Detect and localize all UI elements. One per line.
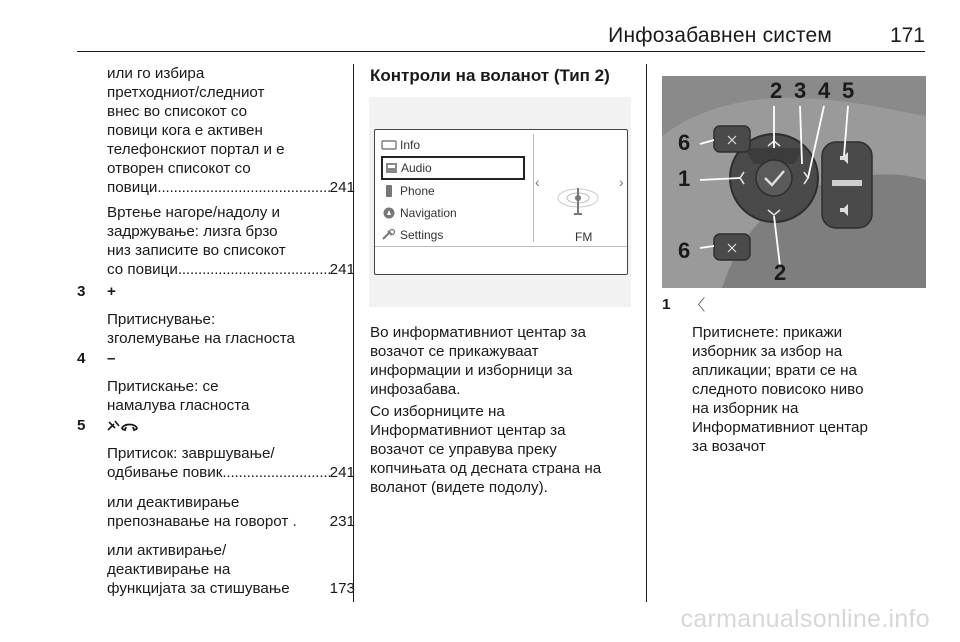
page-header-title: Инфозабавнен систем <box>608 24 832 47</box>
item1-symbol: 〈 <box>690 297 706 314</box>
item5-desc3-last: функцијата за стишување <box>107 580 290 597</box>
intro-page: 241 <box>329 179 355 196</box>
scroll-last-text: со повици <box>107 261 178 278</box>
item1-desc-line: Информативниот центар <box>692 419 868 436</box>
item1-desc-line: следното повисоко ниво <box>692 381 864 398</box>
item5-desc3-page-ref <box>107 579 355 598</box>
display-bottom-line <box>375 246 627 247</box>
middle-para2-line: Информативниот центар за <box>370 422 566 439</box>
item4-desc-line: намалува гласноста <box>107 397 250 414</box>
item3-desc-line: Притиснување: <box>107 311 216 328</box>
menu-item-audio: Audio <box>381 156 525 180</box>
display-screen <box>374 129 628 275</box>
menu-item-navigation: Navigation <box>378 202 530 224</box>
item4-symbol: – <box>107 350 116 367</box>
radio-source-icon <box>555 184 601 220</box>
callout-6-bottom: 6 <box>678 238 691 263</box>
scroll-line: низ записите во списокот <box>107 242 286 259</box>
mute-voice-end-call-icon <box>106 418 142 434</box>
item1-desc-line: изборник за избор на <box>692 343 843 360</box>
item3-number: 3 <box>77 283 86 300</box>
item1-desc-line: на изборник на <box>692 400 799 417</box>
item5-desc2-last: препознавање на говорот . <box>107 513 297 530</box>
intro-line: внес во списокот со <box>107 103 248 120</box>
item1-number: 1 <box>662 296 671 313</box>
callout-1: 1 <box>678 166 691 191</box>
scroll-line: задржување: лизга брзо <box>107 223 278 240</box>
column-divider-right <box>646 64 647 602</box>
item3-symbol: + <box>107 283 116 300</box>
chevron-left-icon: ‹ <box>535 174 540 190</box>
item5-desc3-page: 173 <box>329 580 355 597</box>
scroll-page: 241 <box>329 261 355 278</box>
display-menu <box>378 134 530 246</box>
middle-para1-line: возачот се прикажуваат <box>370 343 539 360</box>
item4-desc-line: Притискање: се <box>107 378 219 395</box>
intro-line: телефонскиот портал и е <box>107 141 285 158</box>
middle-para2-line: воланот (видете подолу). <box>370 479 548 496</box>
phone-icon <box>378 184 400 198</box>
item5-desc2-page: 231 <box>329 513 355 530</box>
watermark-text: carmanualsonline.info <box>680 605 930 633</box>
section-title: Контроли на воланот (Тип 2) <box>370 66 610 85</box>
intro-line: отворен списокот со <box>107 160 251 177</box>
callout-3: 3 <box>794 78 807 103</box>
chevron-right-icon: › <box>619 174 624 190</box>
middle-para1-line: инфозабава. <box>370 381 461 398</box>
item5-desc2-line: или деактивирање <box>107 494 240 511</box>
item5-desc1-line: Притисок: завршување/ <box>107 445 275 462</box>
item5-desc1-page-ref <box>107 463 355 482</box>
menu-item-settings: Settings <box>378 224 530 246</box>
item5-desc3-line: деактивирање на <box>107 561 231 578</box>
audio-icon <box>383 161 401 175</box>
callout-2-bottom: 2 <box>774 260 787 285</box>
driver-info-display-figure <box>369 97 631 307</box>
item5-desc2-page-ref <box>107 512 355 531</box>
item1-desc-line: Притиснете: прикажи <box>692 324 843 341</box>
menu-item-phone: Phone <box>378 180 530 202</box>
middle-para2-line: возачот се управува преку <box>370 441 557 458</box>
intro-last-text: повици <box>107 179 158 196</box>
item1-desc-line: апликации; врати се на <box>692 362 857 379</box>
middle-para1-line: Во информативниот центар за <box>370 324 586 341</box>
middle-para2-line: Со изборниците на <box>370 403 505 420</box>
scroll-page-ref <box>107 260 355 279</box>
navigation-icon <box>378 206 400 220</box>
scroll-line: Вртење нагоре/надолу и <box>107 204 281 221</box>
item1-desc-line: за возачот <box>692 438 766 455</box>
info-icon <box>378 138 400 152</box>
item5-desc1-last: одбивање повик <box>107 464 223 481</box>
display-divider <box>533 134 534 242</box>
item3-desc-line: зголемување на гласноста <box>107 330 295 347</box>
callout-4: 4 <box>818 78 831 103</box>
settings-icon <box>378 228 400 242</box>
middle-para1-line: информации и изборници за <box>370 362 573 379</box>
header-rule <box>77 51 925 52</box>
item5-desc1-page: 241 <box>329 464 355 481</box>
intro-line: повици кога е активен <box>107 122 263 139</box>
intro-line: претходниот/следниот <box>107 84 265 101</box>
intro-line: или го избира <box>107 65 205 82</box>
item5-desc3-line: или активирање/ <box>107 542 227 559</box>
middle-para2-line: копчињата од десната страна на <box>370 460 602 477</box>
page-number: 171 <box>889 24 925 47</box>
callout-2-top: 2 <box>770 78 783 103</box>
radio-source-label: FM <box>575 230 593 244</box>
callout-labels <box>662 76 926 288</box>
callout-6-top: 6 <box>678 130 691 155</box>
menu-item-info: Info <box>378 134 530 156</box>
item5-number: 5 <box>77 417 86 434</box>
item4-number: 4 <box>77 350 86 367</box>
intro-page-ref <box>107 178 355 197</box>
callout-5: 5 <box>842 78 855 103</box>
